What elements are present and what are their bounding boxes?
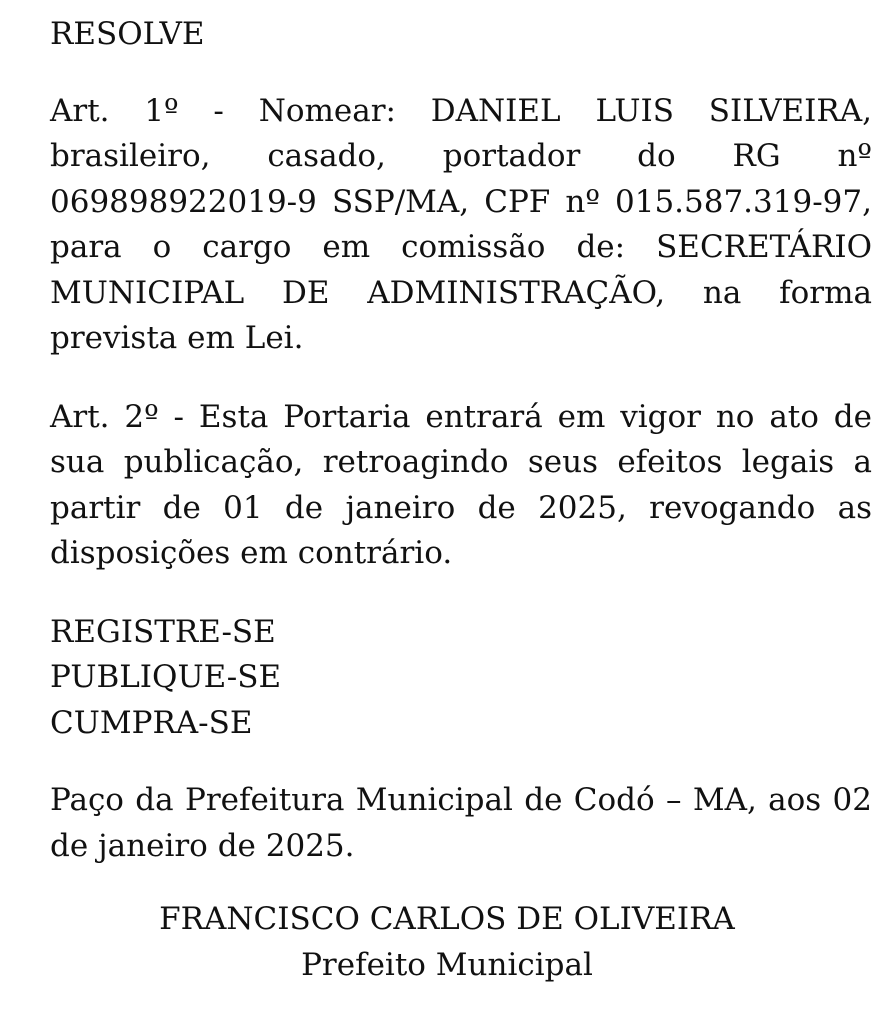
- resolve-heading: RESOLVE: [50, 16, 205, 52]
- closing-formulas: [50, 610, 872, 747]
- article-2: Art. 2º - Esta Portaria entrará em vigor no ato de sua publicação, retroagindo seus efeitos legais a partir de 01 de janeiro de 2025, revogando as disposições em contrário.: [50, 398, 872, 571]
- closing-register: REGISTRE-SE: [50, 613, 276, 650]
- signatory-name: FRANCISCO CARLOS DE OLIVEIRA: [159, 901, 735, 937]
- signatory-title: Prefeito Municipal: [301, 947, 593, 983]
- closing-comply: CUMPRA-SE: [50, 704, 253, 741]
- article-1: Art. 1º - Nomear: DANIEL LUIS SILVEIRA, brasileiro, casado, portador do RG nº 069898922019-9 SSP/MA, CPF nº 015.587.319-97, para o cargo em comissão de: SECRETÁRIO MUNICIPAL DE ADMINISTRAÇÃO, na forma prevista em Lei.: [50, 92, 872, 356]
- place-date: Paço da Prefeitura Municipal de Codó – MA, aos 02 de janeiro de 2025.: [50, 782, 872, 864]
- document-body: [50, 12, 872, 869]
- closing-publish: PUBLIQUE-SE: [50, 659, 282, 695]
- signature-block: [0, 896, 894, 988]
